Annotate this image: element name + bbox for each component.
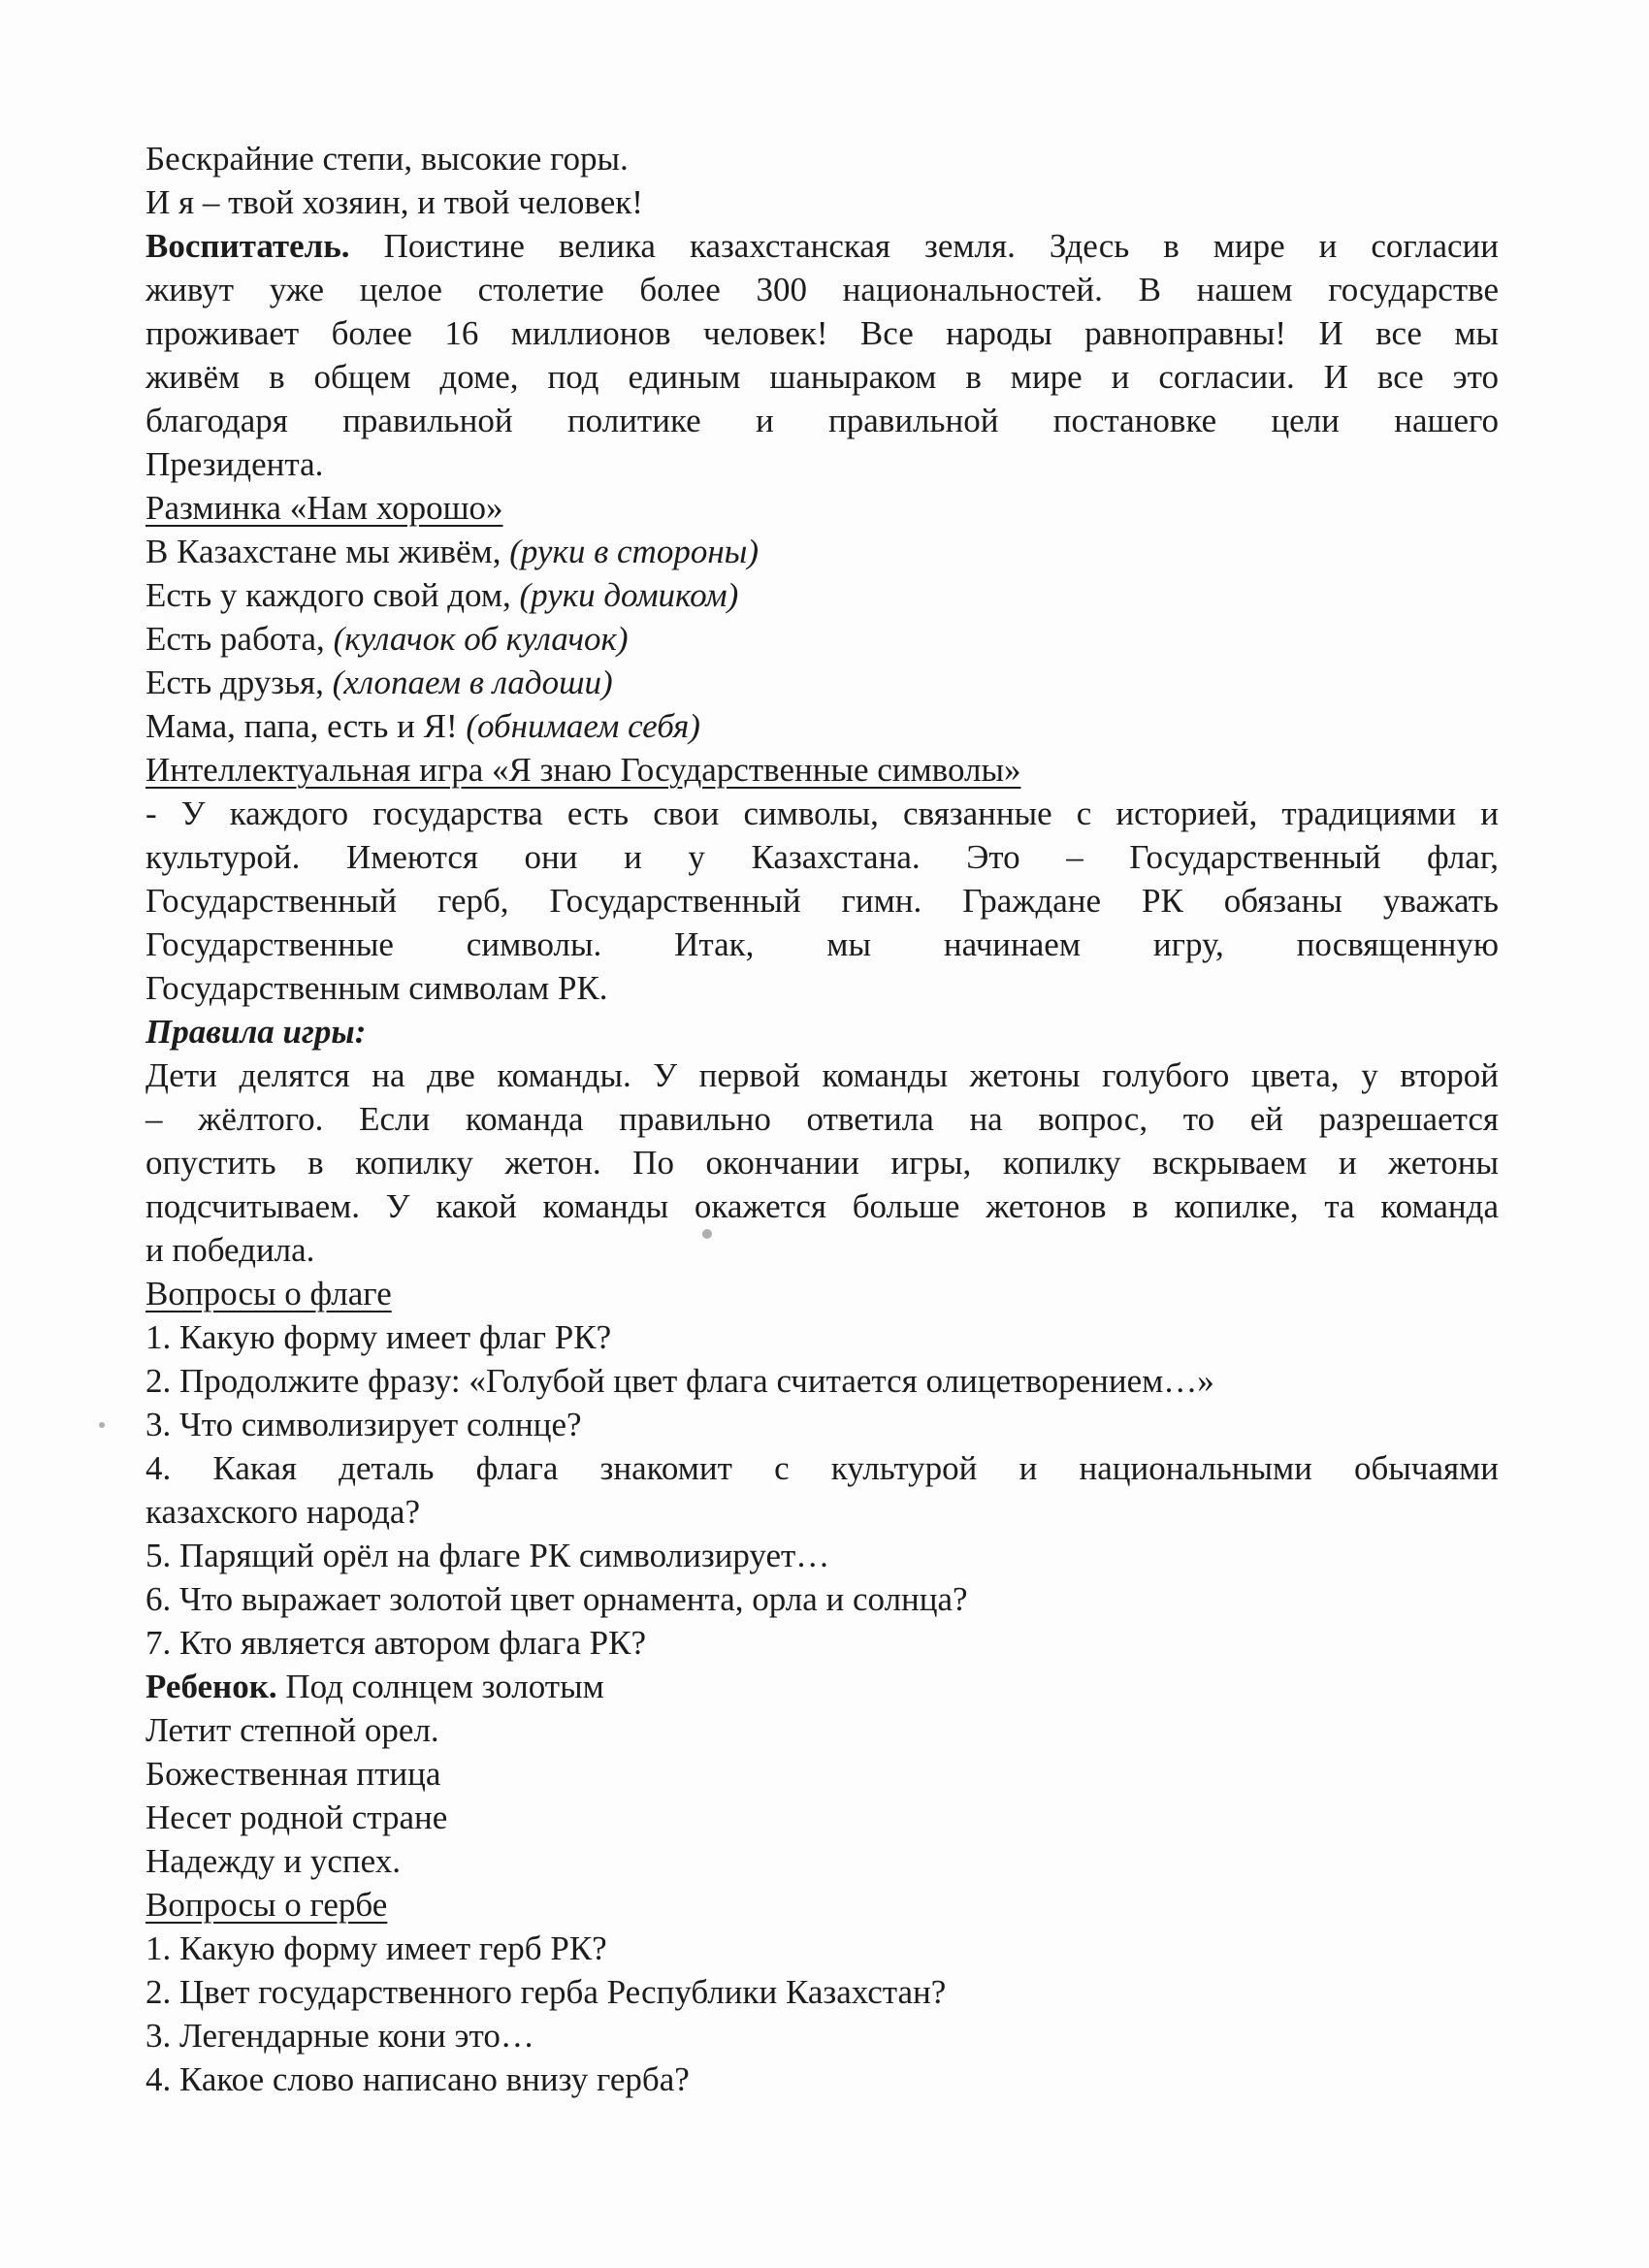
warmup-action: (кулачок об кулачок)	[333, 620, 629, 658]
warmup-text: Есть работа,	[146, 620, 325, 658]
question-item: 2. Цвет государственного герба Республики Казахстан?	[146, 1973, 947, 2011]
paragraph-line: Государственным символам РК.	[146, 969, 608, 1007]
speaker-label: Ребенок.	[146, 1668, 277, 1705]
rules-heading: Правила игры:	[146, 1013, 367, 1051]
warmup-line	[146, 617, 1499, 661]
paragraph-line: опустить в копилку жетон. По окончании игры, копилку вскрываем и жетоны	[146, 1144, 1499, 1182]
question-item: 3. Легендарные кони это…	[146, 2017, 534, 2055]
poem-line: И я – твой хозяин, и твой человек!	[146, 183, 643, 221]
paragraph-line: живут уже целое столетие более 300 национальностей. В нашем государстве	[146, 271, 1499, 308]
paragraph-line: живём в общем доме, под единым шаныраком в мире и согласии. И все это	[146, 358, 1499, 396]
warmup-action: (руки в стороны)	[509, 533, 760, 570]
paragraph-line	[146, 224, 1499, 268]
section-heading: Вопросы о флаге	[146, 1275, 392, 1312]
paragraph-line: Государственный герб, Государственный гимн. Граждане РК обязаны уважать	[146, 882, 1499, 920]
poem-line: Несет родной стране	[146, 1798, 448, 1836]
section-heading: Интеллектуальная игра «Я знаю Государственные символы»	[146, 751, 1021, 789]
paragraph-text: Поистине велика казахстанская земля. Здесь в мире и согласии	[383, 227, 1499, 265]
question-item: 7. Кто является автором флага РК?	[146, 1624, 647, 1662]
speaker-label: Воспитатель.	[146, 227, 350, 265]
poem-text: Под солнцем золотым	[285, 1668, 604, 1705]
poem-line	[146, 1665, 1499, 1708]
paragraph-line: Президента.	[146, 445, 324, 483]
poem-line: Бескрайние степи, высокие горы.	[146, 140, 629, 178]
question-item: 3. Что символизирует солнце?	[146, 1406, 582, 1443]
warmup-text: В Казахстане мы живём,	[146, 533, 501, 570]
paragraph-line: Дети делятся на две команды. У первой команды жетоны голубого цвета, у второй	[146, 1056, 1499, 1094]
section-heading: Вопросы о гербе	[146, 1886, 388, 1924]
paragraph-line: – жёлтого. Если команда правильно ответила на вопрос, то ей разрешается	[146, 1100, 1499, 1138]
question-item: 2. Продолжите фразу: «Голубой цвет флага считается олицетворением…»	[146, 1362, 1214, 1400]
paragraph-line: и победила.	[146, 1231, 315, 1269]
warmup-line	[146, 530, 1499, 573]
document-body	[146, 137, 1499, 2101]
question-item: 1. Какую форму имеет герб РК?	[146, 1929, 607, 1967]
question-item: 4. Какая деталь флага знакомит с культурой и национальными обычаями	[146, 1449, 1499, 1487]
question-item: 6. Что выражает золотой цвет орнамента, орла и солнца?	[146, 1580, 968, 1618]
scan-speck	[99, 1422, 105, 1428]
warmup-action: (хлопаем в ладоши)	[332, 664, 613, 701]
question-item-continued: казахского народа?	[146, 1493, 420, 1531]
warmup-text: Есть друзья,	[146, 664, 324, 701]
poem-line: Божественная птица	[146, 1755, 441, 1793]
warmup-text: Мама, папа, есть и Я!	[146, 707, 458, 745]
paragraph-line: подсчитываем. У какой команды окажется больше жетонов в копилке, та команда	[146, 1187, 1499, 1225]
warmup-line	[146, 704, 1499, 748]
scan-speck	[702, 1229, 712, 1239]
paragraph-line: - У каждого государства есть свои символы, связанные с историей, традициями и	[146, 794, 1499, 832]
question-item: 5. Парящий орёл на флаге РК символизирует…	[146, 1537, 830, 1574]
warmup-action: (руки домиком)	[519, 576, 739, 614]
warmup-line	[146, 573, 1499, 617]
poem-line: Надежду и успех.	[146, 1842, 401, 1880]
question-item: 4. Какое слово написано внизу герба?	[146, 2060, 690, 2098]
question-item: 1. Какую форму имеет флаг РК?	[146, 1318, 612, 1356]
paragraph-line: благодаря правильной политике и правильной постановке цели нашего	[146, 402, 1499, 439]
paragraph-line: культурой. Имеются они и у Казахстана. Это – Государственный флаг,	[146, 838, 1499, 876]
section-heading: Разминка «Нам хорошо»	[146, 489, 503, 527]
warmup-action: (обнимаем себя)	[466, 707, 700, 745]
paragraph-line: Государственные символы. Итак, мы начинаем игру, посвященную	[146, 925, 1499, 963]
warmup-line	[146, 661, 1499, 704]
paragraph-line: проживает более 16 миллионов человек! Все народы равноправны! И все мы	[146, 314, 1499, 352]
poem-line: Летит степной орел.	[146, 1711, 439, 1749]
warmup-text: Есть у каждого свой дом,	[146, 576, 511, 614]
